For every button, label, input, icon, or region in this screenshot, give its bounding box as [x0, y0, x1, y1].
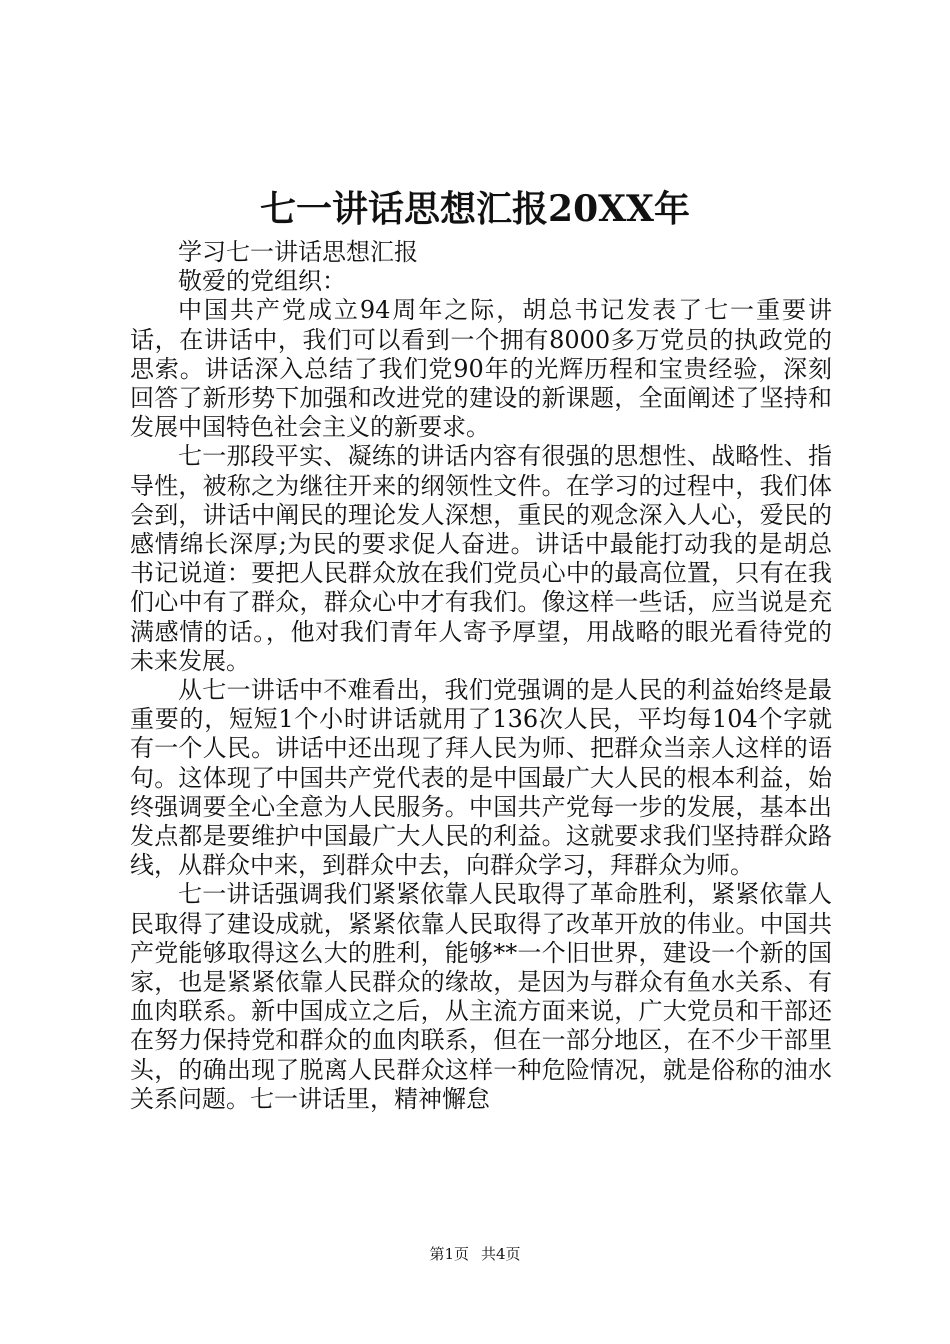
body-paragraph: 七一讲话强调我们紧紧依靠人民取得了革命胜利，紧紧依靠人民取得了建设成就，紧紧依靠人民取得了改革开放的伟业。中国共产党能够取得这么大的胜利，能够**一个旧世界，建设一个新的国家，也是紧紧依靠人民群众的缘故，是因为与群众有鱼水关系、有血肉联系。新中国成立之后，从主流方面来说，广大党员和干部还在努力保持党和群众的血肉联系，但在一部分地区，在不少干部里头，的确出现了脱离人民群众这样一种危险情况，就是俗称的油水关系问题。七一讲话里，精神懈怠 [130, 880, 832, 1113]
subtitle-line: 学习七一讲话思想汇报 [178, 238, 418, 266]
body-paragraph: 七一那段平实、凝练的讲话内容有很强的思想性、战略性、指导性，被称之为继往开来的纲领性文件。在学习的过程中，我们体会到，讲话中阐民的理论发人深想，重民的观念深入人心，爱民的感情绵长深厚;为民的要求促人奋进。讲话中最能打动我的是胡总书记说道：要把人民群众放在我们党员心中的最高位置，只有在我们心中有了群众，群众心中才有我们。像这样一些话，应当说是充满感情的话。，他对我们青年人寄予厚望，用战略的眼光看待党的未来发展。 [130, 442, 832, 675]
body-paragraph: 从七一讲话中不难看出，我们党强调的是人民的利益始终是最重要的，短短1个小时讲话就用了136次人民，平均每104个字就有一个人民。讲话中还出现了拜人民为师、把群众当亲人这样的语句。这体现了中国共产党代表的是中国最广大人民的根本利益，始终强调要全心全意为人民服务。中国共产党每一步的发展，基本出发点都是要维护中国最广大人民的利益。这就要求我们坚持群众路线，从群众中来，到群众中去，向群众学习，拜群众为师。 [130, 676, 832, 880]
salutation-line: 敬爱的党组织： [178, 267, 346, 296]
page-number-current: 第1页 [429, 1245, 469, 1263]
document-title: 七一讲话思想汇报20XX年 [260, 188, 690, 230]
document-body [130, 238, 832, 1114]
body-paragraph: 中国共产党成立94周年之际，胡总书记发表了七一重要讲话，在讲话中，我们可以看到一个拥有8000多万党员的执政党的思索。讲话深入总结了我们党90年的光辉历程和宝贵经验，深刻回答了新形势下加强和改进党的建设的新课题，全面阐述了坚持和发展中国特色社会主义的新要求。 [130, 296, 832, 442]
page-footer [0, 1244, 950, 1264]
page-number-total: 共4页 [481, 1245, 521, 1263]
